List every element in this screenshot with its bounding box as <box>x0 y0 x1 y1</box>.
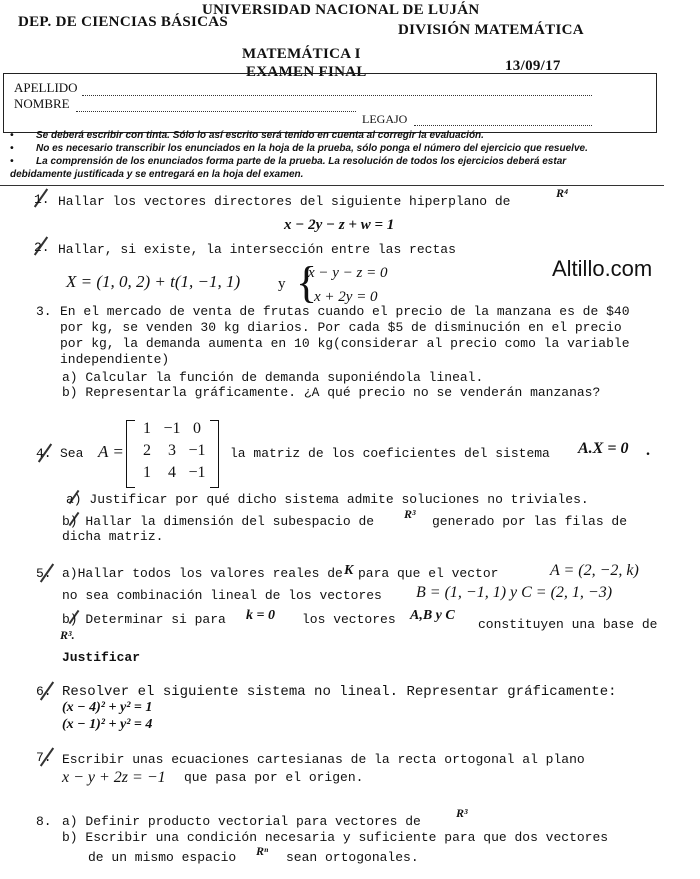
exam-title: EXAMEN FINAL <box>246 64 367 80</box>
q1-number: 1. <box>34 192 50 207</box>
note-3: La comprensión de los enunciados forma parte de la prueba. La resolución de todos los ejercicios deberá estar <box>36 156 567 167</box>
q8-number: 8. <box>36 814 52 829</box>
university-title: UNIVERSIDAD NACIONAL DE LUJÁN <box>202 2 480 18</box>
note-bullet-1: • <box>10 130 14 141</box>
division-title: DIVISIÓN MATEMÁTICA <box>398 22 584 38</box>
q7-plane: x − y + 2z = −1 <box>62 769 166 786</box>
note-1: Se deberá escribir con tinta. Sólo lo así escrito será tenido en cuenta al corregir la evaluación. <box>36 130 484 141</box>
legajo-field[interactable] <box>414 124 592 126</box>
q5-number: 5. <box>36 566 52 581</box>
q4-sea: Sea <box>60 446 84 461</box>
legajo-label: LEGAJO <box>362 112 408 126</box>
q5-k-zero: k = 0 <box>246 608 275 623</box>
q4-A-label: A = <box>98 442 124 461</box>
q1-text: Hallar los vectores directores del siguiente hiperplano de <box>58 194 511 209</box>
nombre-label: NOMBRE <box>14 96 70 111</box>
matrix-cell: −1 <box>188 442 206 459</box>
apellido-field[interactable] <box>82 94 592 96</box>
exam-date: 13/09/17 <box>505 58 561 74</box>
q7-text-cont: que pasa por el origen. <box>184 770 364 785</box>
q4-text: la matriz de los coeficientes del sistema <box>230 446 550 461</box>
q2-line-equation: X = (1, 0, 2) + t(1, −1, 1) <box>66 272 241 291</box>
q2-number: 2. <box>34 240 50 255</box>
q4-part-b-space: R³ <box>404 507 416 521</box>
q5-justify: Justificar <box>62 650 141 665</box>
course-title: MATEMÁTICA I <box>242 46 361 62</box>
matrix-cell: 4 <box>168 464 176 481</box>
q3-part-b: b) Representarla gráficamente. ¿A qué precio no se venderán manzanas? <box>62 385 601 400</box>
q6-equation-1: (x − 4)² + y² = 1 <box>62 700 153 715</box>
q4-period: . <box>646 442 650 459</box>
q8-part-a-space: R³ <box>456 806 468 820</box>
matrix-row <box>136 442 208 464</box>
q5-ABC: A,B y C <box>410 608 455 623</box>
q4-number: 4. <box>36 446 52 461</box>
q4-part-b: b) Hallar la dimensión del subespacio de <box>62 514 375 529</box>
q3-line-2: por kg, se venden 30 kg diarios. Por cada $5 de disminución en el precio <box>60 320 622 335</box>
matrix-cell: 1 <box>143 464 151 481</box>
matrix-row <box>136 420 208 442</box>
q5-vector-A: A = (2, −2, k) <box>550 562 639 579</box>
q2-text: Hallar, si existe, la intersección entre las rectas <box>58 242 456 257</box>
q5-K: K <box>344 563 354 578</box>
q1-space: R⁴ <box>556 186 569 200</box>
matrix-cell: 1 <box>143 420 151 437</box>
note-bullet-3: • <box>10 156 14 167</box>
q3-line-1: En el mercado de venta de frutas cuando el precio de la manzana es de $40 <box>60 304 630 319</box>
q3-line-3: por kg, la demanda aumenta en 10 kg(considerar al precio como la variable <box>60 336 630 351</box>
q8-part-a: a) Definir producto vectorial para vectores de <box>62 814 421 829</box>
coefficient-matrix <box>136 420 208 486</box>
note-4: debidamente justificada y se entregará en la hoja del examen. <box>10 169 304 180</box>
q5-part-b-space: R³. <box>60 628 75 642</box>
q4-system: A.X = 0 <box>578 440 629 457</box>
q3-number: 3. <box>36 304 52 319</box>
matrix-row <box>136 464 208 486</box>
q8-part-b-line2: de un mismo espacio <box>88 850 237 865</box>
q6-number: 6. <box>36 684 52 699</box>
q4-part-b-cont: generado por las filas de <box>432 514 628 529</box>
note-bullet-2: • <box>10 143 14 154</box>
q8-part-b: b) Escribir una condición necesaria y suficiente para que dos vectores <box>62 830 609 845</box>
q4-part-b-end: dicha matriz. <box>62 529 164 544</box>
q7-number: 7. <box>36 750 52 765</box>
matrix-left-bracket <box>126 420 135 488</box>
nombre-field[interactable] <box>76 110 356 112</box>
matrix-right-bracket <box>210 420 219 488</box>
q6-equation-2: (x − 1)² + y² = 4 <box>62 717 153 732</box>
q5-part-a-line2: no sea combinación lineal de los vectores <box>62 588 382 603</box>
q5-part-a-cont: para que el vector <box>358 566 499 581</box>
q7-text: Escribir unas ecuaciones cartesianas de la recta ortogonal al plano <box>62 752 585 767</box>
q2-system-eq2: x + 2y = 0 <box>314 289 378 305</box>
q4-part-a: a) Justificar por qué dicho sistema admite soluciones no triviales. <box>66 492 589 507</box>
apellido-label: APELLIDO <box>14 80 78 95</box>
q2-system-eq1: x − y − z = 0 <box>308 265 388 281</box>
q8-part-b-end: sean ortogonales. <box>286 850 419 865</box>
matrix-cell: 2 <box>143 442 151 459</box>
department-title: DEP. DE CIENCIAS BÁSICAS <box>18 14 229 30</box>
q3-part-a: a) Calcular la función de demanda suponiéndola lineal. <box>62 370 484 385</box>
q2-and: y <box>278 276 286 292</box>
q5-part-b: b) Determinar si para <box>62 612 226 627</box>
q5-part-b-cont: los vectores <box>302 612 396 627</box>
q5-part-a: a)Hallar todos los valores reales de <box>62 566 343 581</box>
q2-brace: { <box>296 258 318 307</box>
matrix-cell: −1 <box>163 420 181 437</box>
q3-line-4: independiente) <box>60 352 170 367</box>
watermark: Altillo.com <box>552 256 653 281</box>
q5-vectors-BC: B = (1, −1, 1) y C = (2, 1, −3) <box>416 584 613 601</box>
matrix-cell: 3 <box>168 442 176 459</box>
q1-equation: x − 2y − z + w = 1 <box>284 217 395 233</box>
q5-part-b-cont2: constituyen una base de <box>478 617 658 632</box>
q8-part-b-space: Rⁿ <box>256 844 269 858</box>
q6-text: Resolver el siguiente sistema no lineal. Representar gráficamente: <box>62 684 617 700</box>
matrix-cell: 0 <box>193 420 201 437</box>
note-2: No es necesario transcribir los enunciados en la hoja de la prueba, sólo ponga el número del ejercicio que resuelve. <box>36 143 588 154</box>
matrix-cell: −1 <box>188 464 206 481</box>
